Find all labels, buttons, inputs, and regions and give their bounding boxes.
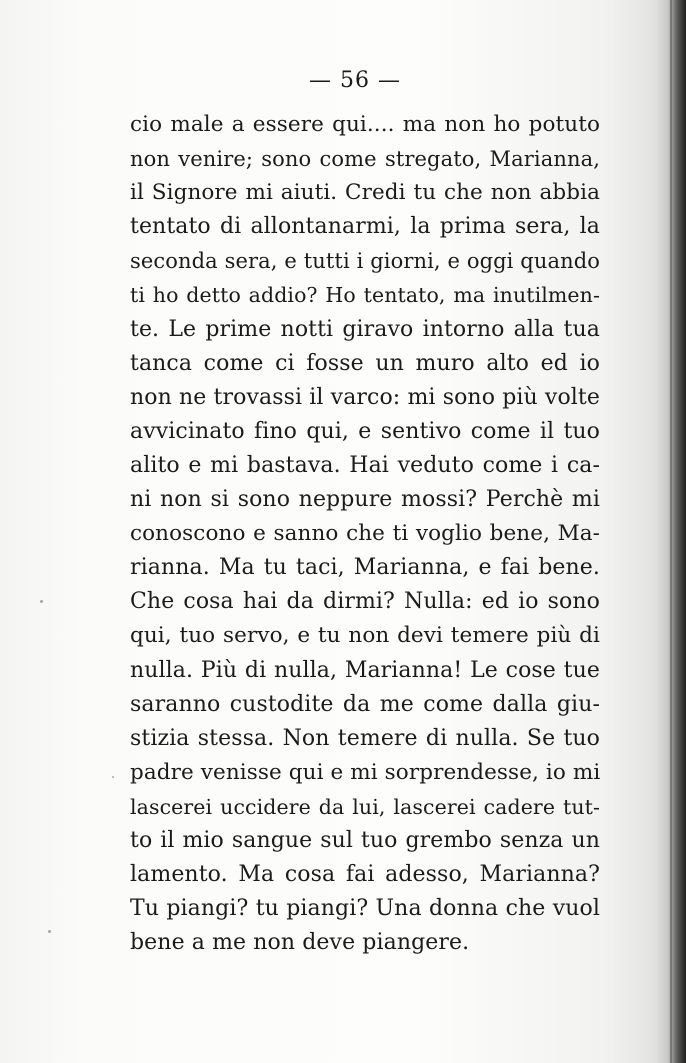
paper-speck [40, 600, 43, 603]
text-line: alito e mi bastava. Hai veduto come i ca- [130, 452, 600, 478]
text-line: tentato di allontanarmi, la prima sera, la [130, 214, 600, 240]
text-line: te. Le prime notti giravo intorno alla tua [130, 316, 600, 342]
text-line: rianna. Ma tu taci, Marianna, e fai bene. [130, 555, 600, 581]
text-line: seconda sera, e tutti i giorni, e oggi quando [130, 249, 600, 274]
paper-speck [112, 776, 114, 778]
text-line: saranno custodite da me come dalla giu- [130, 691, 600, 717]
text-line: ni non si sono neppure mossi? Perchè mi [130, 487, 600, 513]
text-line: non venire; sono come stregato, Marianna, [130, 147, 600, 172]
text-line: bene a me non deve piangere. [130, 930, 470, 956]
text-line: Che cosa hai da dirmi? Nulla: ed io sono [130, 589, 600, 615]
text-line: padre venisse qui e mi sorprendesse, io mi [130, 759, 601, 785]
page-edge-line [670, 0, 672, 1063]
page-number: — 56 — [309, 68, 401, 93]
text-line: stizia stessa. Non temere di nulla. Se tuo [130, 725, 600, 751]
paper-speck [48, 930, 51, 933]
body-text [130, 108, 600, 960]
text-line: qui, tuo servo, e tu non devi temere più di [130, 623, 600, 649]
text-line: il Signore mi aiuti. Credi tu che non abbia [130, 180, 600, 206]
text-line: Tu piangi? tu piangi? Una donna che vuol [130, 896, 600, 922]
text-line: non ne trovassi il varco: mi sono più volte [130, 384, 600, 410]
text-line: nulla. Più di nulla, Marianna! Le cose tue [130, 657, 600, 683]
text-line: lascerei uccidere da lui, lascerei cadere tut- [130, 794, 600, 819]
text-line: cio male a essere qui.... ma non ho potuto [130, 112, 600, 137]
text-line: lamento. Ma cosa fai adesso, Marianna? [130, 862, 600, 888]
text-line: ti ho detto addio? Ho tentato, ma inutilmen- [130, 283, 600, 308]
text-line: to il mio sangue sul tuo grembo senza un [130, 827, 600, 853]
text-line: tanca come ci fosse un muro alto ed io [130, 350, 600, 376]
text-line: conoscono e sanno che ti voglio bene, Ma- [130, 521, 600, 547]
text-line: avvicinato fino qui, e sentivo come il tuo [130, 418, 600, 444]
